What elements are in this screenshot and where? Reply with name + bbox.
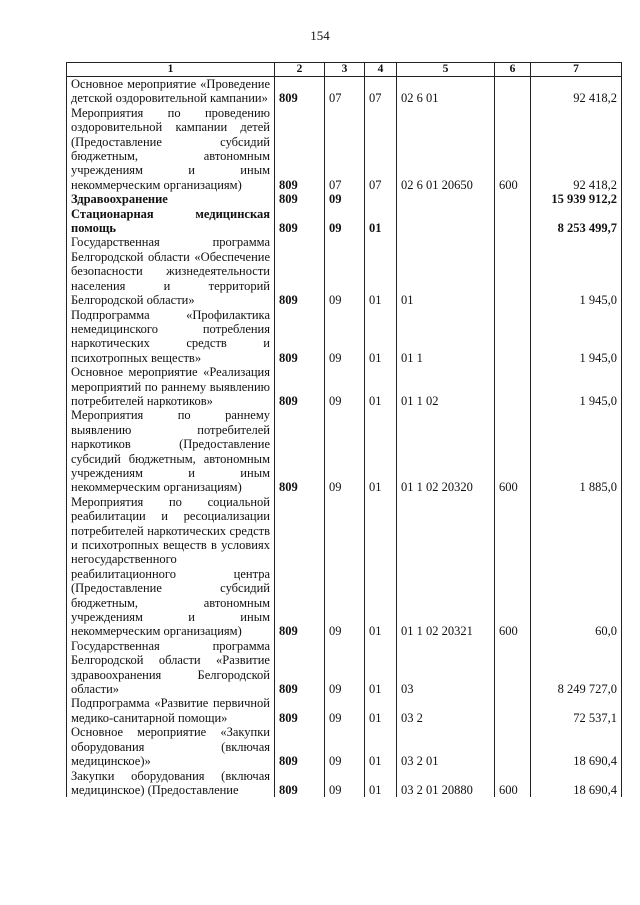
- amount-cell: 18 690,4: [531, 725, 622, 768]
- ministry-code-cell: 809: [275, 106, 325, 192]
- subsection-code-cell: 07: [365, 77, 397, 106]
- row-name-cell: Основное мероприятие «Проведение детской оздоровительной кампании»: [67, 77, 275, 106]
- subsection-code-cell: 01: [365, 495, 397, 639]
- section-code-cell: 09: [325, 192, 365, 206]
- table-row: [67, 192, 622, 206]
- target-article-cell: 01 1: [397, 308, 495, 366]
- header-cell: 2: [275, 63, 325, 77]
- section-code-cell: 09: [325, 725, 365, 768]
- subsection-code-cell: 07: [365, 106, 397, 192]
- subsection-code-cell: [365, 192, 397, 206]
- expense-type-cell: [495, 207, 531, 236]
- subsection-code-cell: 01: [365, 207, 397, 236]
- section-code-cell: 09: [325, 769, 365, 798]
- header-cell: 7: [531, 63, 622, 77]
- expense-type-cell: 600: [495, 408, 531, 494]
- ministry-code-cell: 809: [275, 207, 325, 236]
- section-code-cell: 09: [325, 639, 365, 697]
- target-article-cell: 03 2 01 20880: [397, 769, 495, 798]
- header-cell: 6: [495, 63, 531, 77]
- ministry-code-cell: 809: [275, 77, 325, 106]
- row-name-cell: Подпрограмма «Профилактика немедицинского потребления наркотических средств и психотропных веществ»: [67, 308, 275, 366]
- expense-type-cell: [495, 192, 531, 206]
- section-code-cell: 09: [325, 495, 365, 639]
- table-row: [67, 639, 622, 697]
- ministry-code-cell: 809: [275, 639, 325, 697]
- expense-type-cell: 600: [495, 106, 531, 192]
- table-row: [67, 308, 622, 366]
- amount-cell: 8 249 727,0: [531, 639, 622, 697]
- amount-cell: 72 537,1: [531, 696, 622, 725]
- target-article-cell: 01: [397, 235, 495, 307]
- section-code-cell: 09: [325, 207, 365, 236]
- row-name-cell: Стационарная медицинская помощь: [67, 207, 275, 236]
- subsection-code-cell: 01: [365, 408, 397, 494]
- subsection-code-cell: 01: [365, 365, 397, 408]
- subsection-code-cell: 01: [365, 725, 397, 768]
- amount-cell: 1 945,0: [531, 235, 622, 307]
- row-name-cell: Подпрограмма «Развитие первичной медико-санитарной помощи»: [67, 696, 275, 725]
- header-cell: 1: [67, 63, 275, 77]
- amount-cell: 92 418,2: [531, 77, 622, 106]
- ministry-code-cell: 809: [275, 365, 325, 408]
- table-row: [67, 207, 622, 236]
- section-code-cell: 09: [325, 408, 365, 494]
- row-name-cell: Здравоохранение: [67, 192, 275, 206]
- row-name-cell: Мероприятия по проведению оздоровительной кампании детей (Предоставление субсидий бюджетным, автономным учреждениям и иным некоммерческим организациям): [67, 106, 275, 192]
- table-body: [67, 77, 622, 798]
- subsection-code-cell: 01: [365, 235, 397, 307]
- table-row: [67, 769, 622, 798]
- row-name-cell: Основное мероприятие «Закупки оборудования (включая медицинское)»: [67, 725, 275, 768]
- target-article-cell: 01 1 02 20320: [397, 408, 495, 494]
- header-cell: 4: [365, 63, 397, 77]
- section-code-cell: 09: [325, 696, 365, 725]
- table-row: [67, 408, 622, 494]
- expense-type-cell: [495, 77, 531, 106]
- target-article-cell: [397, 207, 495, 236]
- subsection-code-cell: 01: [365, 639, 397, 697]
- target-article-cell: 02 6 01: [397, 77, 495, 106]
- ministry-code-cell: 809: [275, 192, 325, 206]
- section-code-cell: 09: [325, 235, 365, 307]
- row-name-cell: Основное мероприятие «Реализация мероприятий по раннему выявлению потребителей наркотиков»: [67, 365, 275, 408]
- amount-cell: 8 253 499,7: [531, 207, 622, 236]
- target-article-cell: 02 6 01 20650: [397, 106, 495, 192]
- target-article-cell: 03 2: [397, 696, 495, 725]
- section-code-cell: 09: [325, 365, 365, 408]
- amount-cell: 1 945,0: [531, 308, 622, 366]
- ministry-code-cell: 809: [275, 769, 325, 798]
- header-row: [67, 63, 622, 77]
- subsection-code-cell: 01: [365, 696, 397, 725]
- section-code-cell: 07: [325, 77, 365, 106]
- expense-type-cell: [495, 365, 531, 408]
- amount-cell: 1 885,0: [531, 408, 622, 494]
- table-row: [67, 106, 622, 192]
- ministry-code-cell: 809: [275, 495, 325, 639]
- row-name-cell: Государственная программа Белгородской области «Обеспечение безопасности жизнедеятельности населения и территорий Белгородской области»: [67, 235, 275, 307]
- header-cell: 3: [325, 63, 365, 77]
- row-name-cell: Государственная программа Белгородской области «Развитие здравоохранения Белгородской области»: [67, 639, 275, 697]
- target-article-cell: 03 2 01: [397, 725, 495, 768]
- expense-type-cell: 600: [495, 495, 531, 639]
- section-code-cell: 07: [325, 106, 365, 192]
- budget-table: [66, 62, 622, 797]
- page-number: 154: [310, 28, 330, 43]
- target-article-cell: 01 1 02 20321: [397, 495, 495, 639]
- table-row: [67, 235, 622, 307]
- row-name-cell: Мероприятия по социальной реабилитации и ресоциализации потребителей наркотических средств и психотропных веществ в условиях негосударственного реабилитационного центра (Предоставление субсидий бюджетным, автономным учреждениям и иным некоммерческим организациям): [67, 495, 275, 639]
- table-row: [67, 725, 622, 768]
- target-article-cell: 01 1 02: [397, 365, 495, 408]
- expense-type-cell: [495, 639, 531, 697]
- amount-cell: 60,0: [531, 495, 622, 639]
- expense-type-cell: [495, 725, 531, 768]
- subsection-code-cell: 01: [365, 769, 397, 798]
- table-row: [67, 77, 622, 106]
- header-cell: 5: [397, 63, 495, 77]
- amount-cell: 1 945,0: [531, 365, 622, 408]
- table-row: [67, 365, 622, 408]
- ministry-code-cell: 809: [275, 725, 325, 768]
- amount-cell: 92 418,2: [531, 106, 622, 192]
- table-row: [67, 495, 622, 639]
- table-row: [67, 696, 622, 725]
- expense-type-cell: [495, 308, 531, 366]
- ministry-code-cell: 809: [275, 308, 325, 366]
- target-article-cell: [397, 192, 495, 206]
- expense-type-cell: 600: [495, 769, 531, 798]
- amount-cell: 18 690,4: [531, 769, 622, 798]
- ministry-code-cell: 809: [275, 408, 325, 494]
- ministry-code-cell: 809: [275, 235, 325, 307]
- target-article-cell: 03: [397, 639, 495, 697]
- ministry-code-cell: 809: [275, 696, 325, 725]
- row-name-cell: Закупки оборудования (включая медицинское) (Предоставление: [67, 769, 275, 798]
- amount-cell: 15 939 912,2: [531, 192, 622, 206]
- expense-type-cell: [495, 696, 531, 725]
- expense-type-cell: [495, 235, 531, 307]
- row-name-cell: Мероприятия по раннему выявлению потребителей наркотиков (Предоставление субсидий бюджетным, автономным учреждениям и иным некоммерческим организациям): [67, 408, 275, 494]
- section-code-cell: 09: [325, 308, 365, 366]
- subsection-code-cell: 01: [365, 308, 397, 366]
